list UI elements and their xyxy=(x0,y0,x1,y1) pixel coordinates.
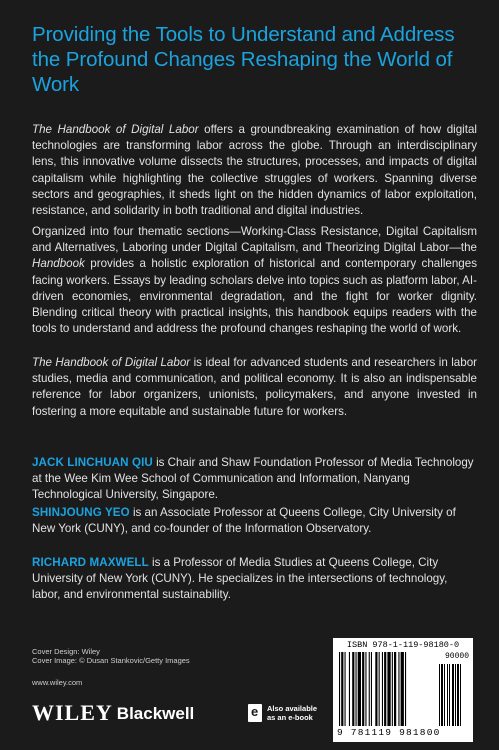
isbn-text: ISBN 978-1-119-98180-0 xyxy=(346,640,460,650)
barcode-addon-bar xyxy=(441,664,443,726)
paragraph-text: is ideal for advanced students and researchers in labor studies, media and communication, and political economy. It is also an indispensable reference for labor organizers, unionists, policymakers, and anyone invested in fostering a more equitable and sustainable future for workers. xyxy=(32,356,478,418)
author-name: JACK LINCHUAN QIU xyxy=(32,456,153,469)
barcode-bar xyxy=(369,652,370,726)
barcode-addon-bar xyxy=(439,664,440,726)
author-name: SHINJOUNG YEO xyxy=(32,506,130,519)
barcode-bar xyxy=(352,652,354,726)
barcode-bar xyxy=(394,652,396,726)
author-bio xyxy=(32,505,477,537)
barcode-bars xyxy=(339,652,467,726)
barcode-bar xyxy=(384,652,386,726)
ebook-text xyxy=(267,704,317,722)
cover-credits xyxy=(32,647,190,665)
author-bio xyxy=(32,555,477,604)
barcode-addon-bar xyxy=(455,664,456,726)
paragraph-text: provides a holistic exploration of historical and contemporary challenges facing workers. Essays by leading scholars delve into topics such as platform labor, AI-driven economies, environmental degradation, and the fight for worker dignity. Blending critical theory with practical insights, this handbook equips readers with the tools to understand and address the profound changes reshaping the world of work. xyxy=(32,257,477,336)
ebook-icon xyxy=(248,704,262,722)
barcode-bar xyxy=(362,652,364,726)
barcode-bar xyxy=(365,652,366,726)
barcode-bar xyxy=(392,652,393,726)
barcode-bar xyxy=(387,652,390,726)
author-description: is an Associate Professor at Queens College, City University of New York (CUNY), and co-founder of the Information Observatory. xyxy=(32,506,456,536)
author-description: is Chair and Shaw Foundation Professor of Media Technology at the Wee Kim Wee School of Communication and Information, Nanyang Technological University, Singapore. xyxy=(32,456,474,502)
barcode-bar xyxy=(382,652,383,726)
barcode xyxy=(333,638,473,742)
publisher-website[interactable]: www.wiley.com xyxy=(32,678,83,687)
book-title: The Handbook of Digital Labor xyxy=(32,356,191,369)
paragraph-text: offers a groundbreaking examination of how digital technologies are transforming labor across the globe. Through an interdisciplinary lens, this innovative volume dissects the structures, processes, and impacts of digital capitalism while highlighting the collective struggles of workers. Spanning diverse sectors and geographies, it sheds light on the hidden dynamics of labor exploitation, resistance, and solidarity in both traditional and digital industries. xyxy=(32,123,477,218)
barcode-bar xyxy=(379,652,380,726)
barcode-bar xyxy=(375,652,377,726)
barcode-addon-bar xyxy=(447,664,448,726)
wiley-logo-text: WILEY xyxy=(32,700,113,725)
barcode-addon-bar xyxy=(457,664,459,726)
barcode-bar xyxy=(405,652,406,726)
barcode-addon-bar xyxy=(444,664,445,726)
headline: Providing the Tools to Understand and Address the Profound Changes Reshaping the World of Work xyxy=(32,23,455,96)
barcode-bar xyxy=(345,652,346,726)
barcode-addon-bar xyxy=(452,664,454,726)
publisher-logo xyxy=(32,700,194,724)
paragraph-text: Organized into four thematic sections—Working-Class Resistance, Digital Capitalism and Alternatives, Laboring under Digital Capitalism, and Theorizing Digital Labor—the xyxy=(32,225,477,255)
barcode-bar xyxy=(358,652,361,726)
barcode-bar xyxy=(401,652,404,726)
barcode-addon-bar xyxy=(460,664,461,726)
barcode-addon-bar xyxy=(449,664,450,726)
ebook-line-1: Also available xyxy=(267,704,318,713)
barcode-bar xyxy=(398,652,399,726)
cover-design-credit: Cover Design: Wiley xyxy=(32,647,100,656)
barcode-digits: 9 781119 981800 xyxy=(337,727,441,738)
blackwell-logo-text: Blackwell xyxy=(116,704,195,723)
description-paragraph-2 xyxy=(32,224,477,337)
author-bio xyxy=(32,455,477,504)
price-addon-code: 90000 xyxy=(444,652,469,661)
barcode-bar xyxy=(356,652,357,726)
description-paragraph-3 xyxy=(32,355,477,420)
author-name: RICHARD MAXWELL xyxy=(32,556,149,569)
ebook-line-2: as an e-book xyxy=(267,713,313,722)
barcode-bar xyxy=(371,652,372,726)
description-paragraph-1 xyxy=(32,122,477,219)
barcode-bar xyxy=(349,652,350,726)
book-title: Handbook xyxy=(32,257,85,271)
barcode-bar xyxy=(339,652,340,726)
barcode-bar xyxy=(341,652,343,726)
book-title: The Handbook of Digital Labor xyxy=(32,123,199,136)
author-description: is a Professor of Media Studies at Queens College, City University of New York (CUNY). He specializes in the intersections of technology, labor, and environmental sustainability. xyxy=(32,556,448,602)
ebook-notice xyxy=(248,704,317,722)
cover-image-credit: Cover Image: © Dusan Stankovic/Getty Images xyxy=(32,656,190,665)
